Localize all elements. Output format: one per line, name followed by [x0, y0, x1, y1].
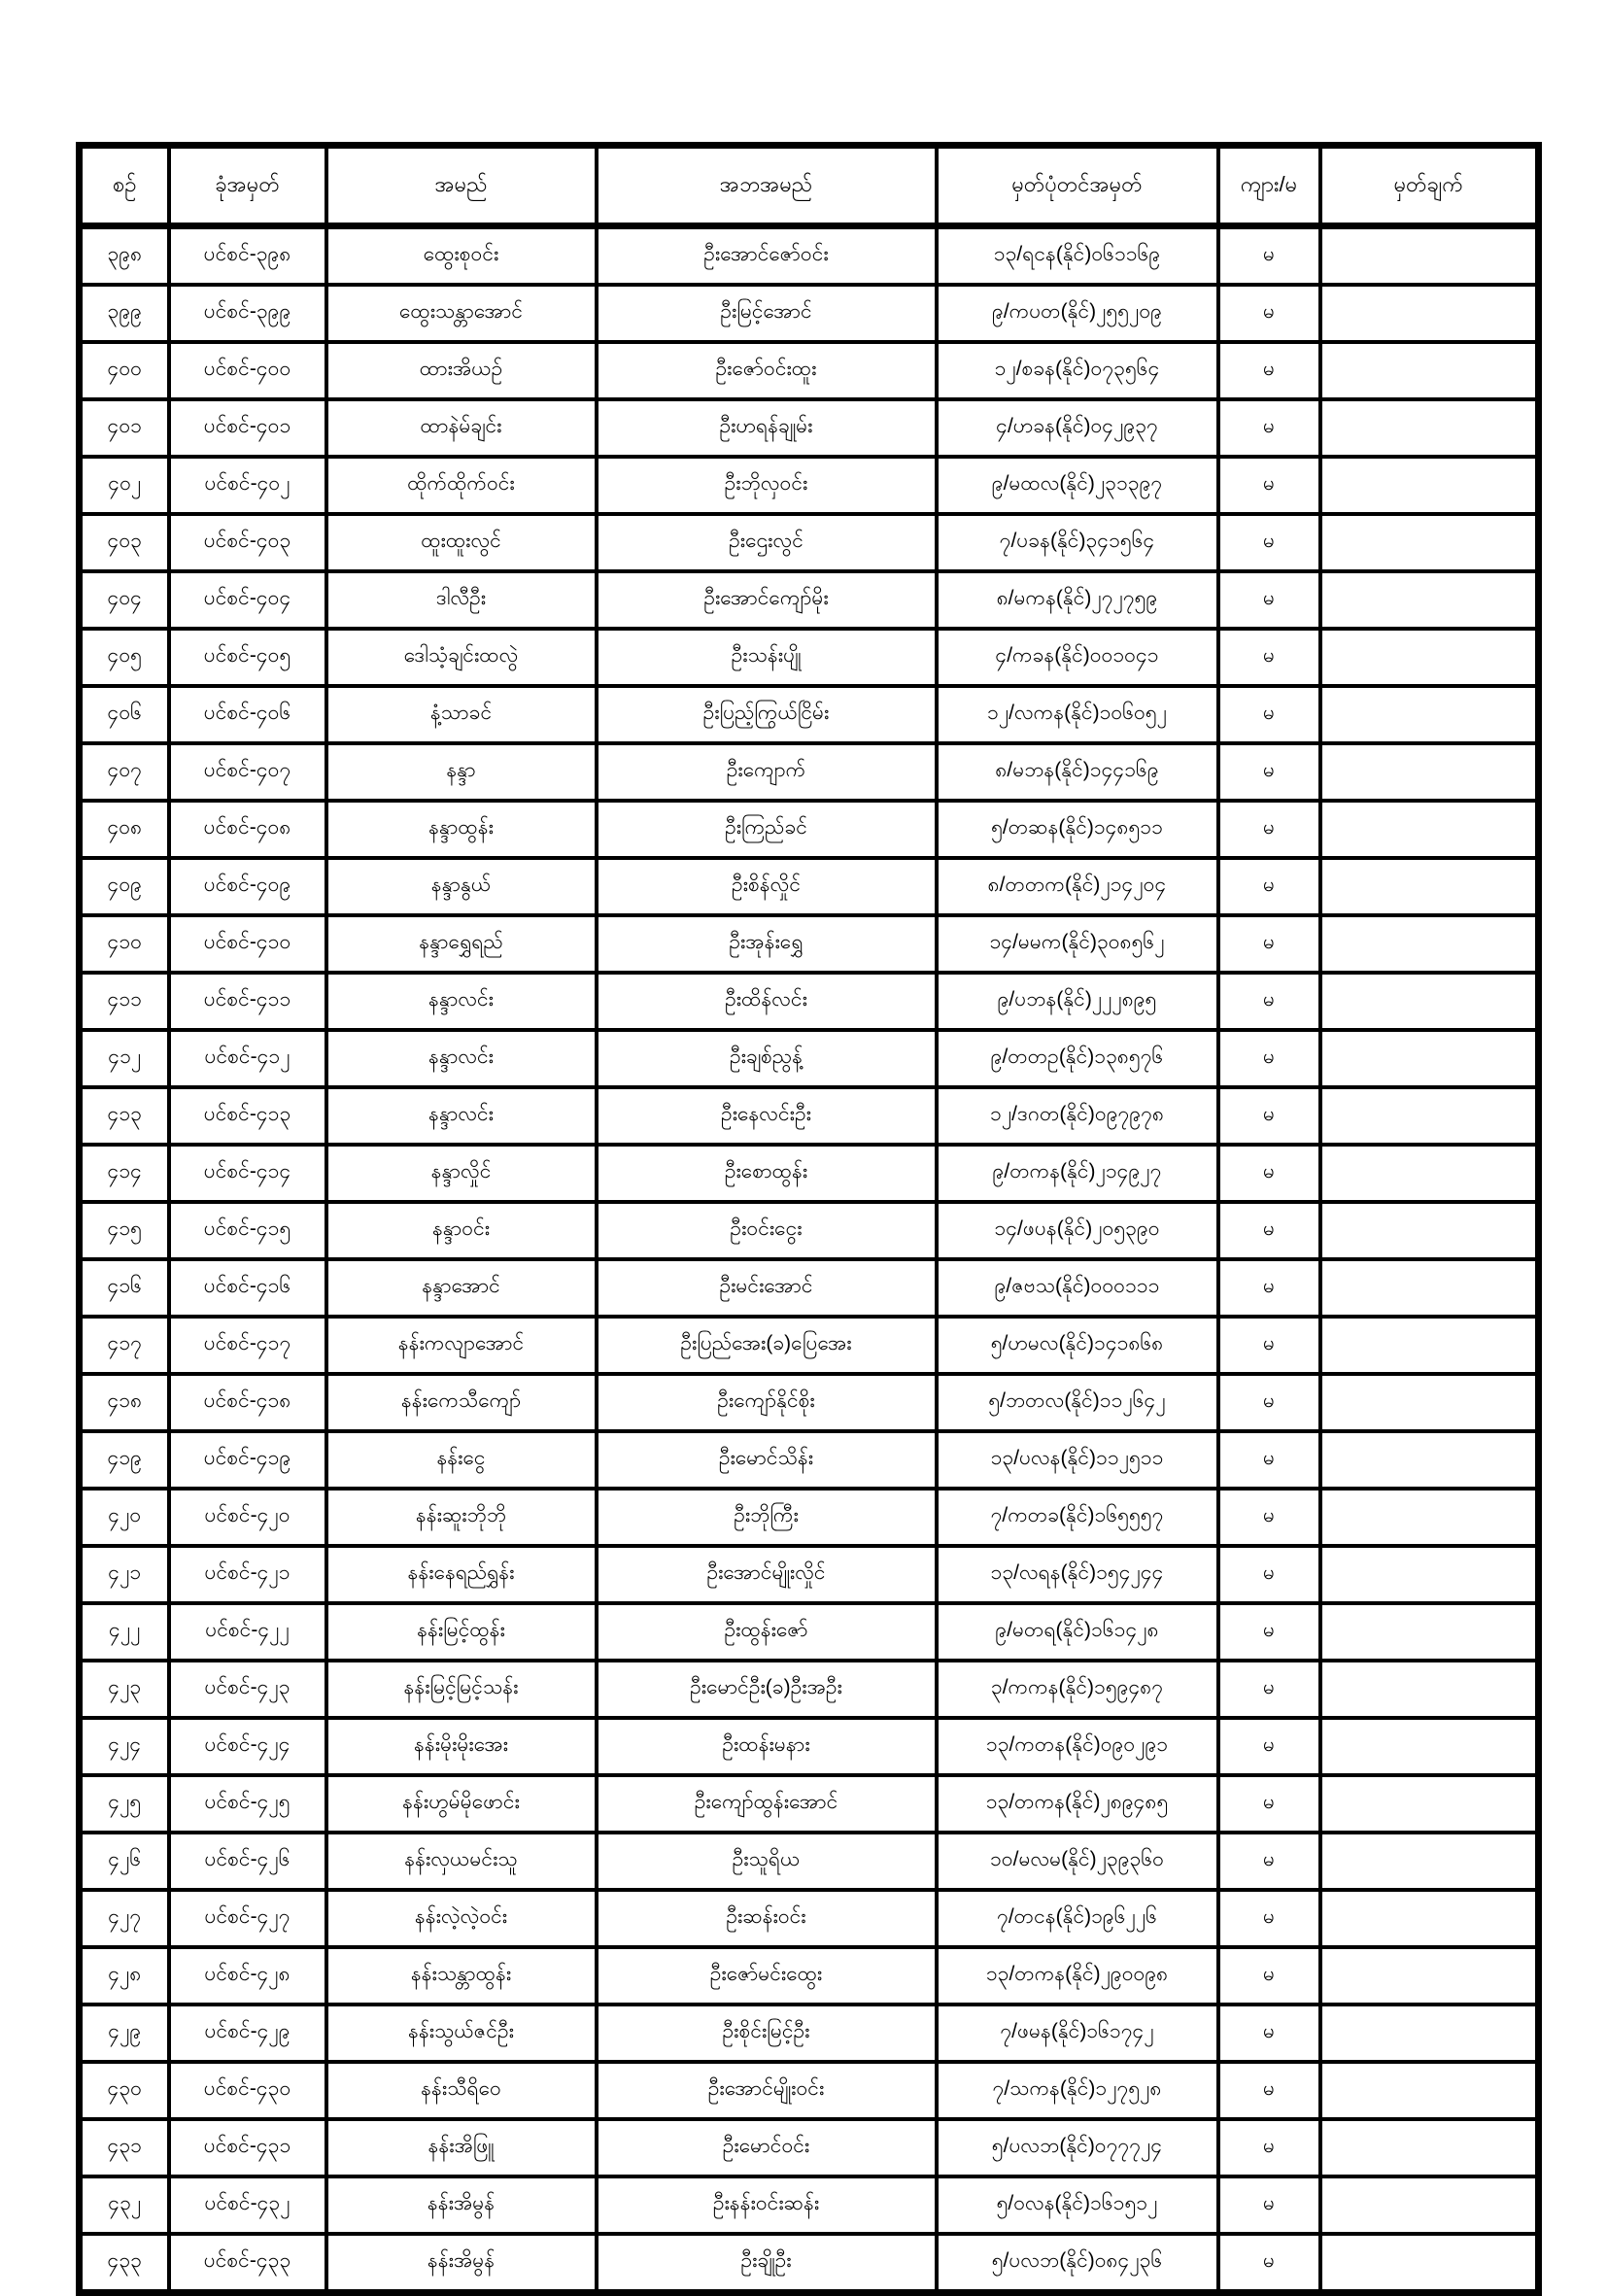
cell-remark [1320, 1603, 1539, 1661]
cell-name: နန္ဒာနွယ် [326, 858, 597, 915]
table-row [80, 226, 1539, 286]
cell-roll-number: ပင်စင်-၄၂၈ [169, 1947, 326, 2005]
cell-name: နန်းနေရည်ရွှန်း [326, 1546, 597, 1603]
roster-table [76, 142, 1542, 2296]
table-row [80, 1661, 1539, 1718]
cell-name: နန်းသန္တာထွန်း [326, 1947, 597, 2005]
cell-nrc-number: ၈/မဘန(နိုင်)၁၄၄၁၆၉ [937, 743, 1218, 801]
cell-gender: မ [1218, 1030, 1320, 1087]
cell-serial: ၄၂၈ [80, 1947, 169, 2005]
cell-remark [1320, 571, 1539, 629]
cell-remark [1320, 226, 1539, 286]
cell-father-name: ဦးနန်းဝင်းဆန်း [597, 2176, 937, 2234]
cell-serial: ၄၂၃ [80, 1661, 169, 1718]
cell-gender: မ [1218, 342, 1320, 399]
cell-roll-number: ပင်စင်-၄၁၇ [169, 1317, 326, 1374]
cell-father-name: ဦးပြည့်ကြွယ်ငြိမ်း [597, 686, 937, 743]
cell-name: ထားအိယဉ် [326, 342, 597, 399]
table-row [80, 2176, 1539, 2234]
cell-father-name: ဦးမောင်သိန်း [597, 1431, 937, 1489]
cell-nrc-number: ၁၂/လကန(နိုင်)၁၀၆၀၅၂ [937, 686, 1218, 743]
cell-nrc-number: ၇/သကန(နိုင်)၁၂၇၅၂၈ [937, 2062, 1218, 2119]
cell-serial: ၄၃၂ [80, 2176, 169, 2234]
cell-father-name: ဦးထိန်လင်း [597, 973, 937, 1030]
cell-roll-number: ပင်စင်-၄၀၈ [169, 801, 326, 858]
header-nrc-number: မှတ်ပုံတင်အမှတ် [937, 146, 1218, 226]
cell-nrc-number: ၉/ဇဗသ(နိုင်)၀၀၀၁၁၁ [937, 1259, 1218, 1317]
table-row [80, 858, 1539, 915]
cell-nrc-number: ၁၃/ကတန(နိုင်)၀၉၀၂၉၁ [937, 1718, 1218, 1775]
cell-father-name: ဦးကြည်ခင် [597, 801, 937, 858]
cell-serial: ၄၁၄ [80, 1145, 169, 1202]
cell-remark [1320, 1775, 1539, 1833]
table-header-row [80, 146, 1539, 226]
table-row [80, 571, 1539, 629]
cell-gender: မ [1218, 629, 1320, 686]
cell-father-name: ဦးမင်းအောင် [597, 1259, 937, 1317]
cell-name: နန္ဒာအောင် [326, 1259, 597, 1317]
cell-name: နန္ဒာလင်း [326, 1087, 597, 1145]
table-row [80, 285, 1539, 342]
header-father-name: အဘအမည် [597, 146, 937, 226]
cell-roll-number: ပင်စင်-၄၁၅ [169, 1202, 326, 1259]
table-row [80, 2062, 1539, 2119]
cell-serial: ၄၂၉ [80, 2005, 169, 2062]
cell-roll-number: ပင်စင်-၄၃၀ [169, 2062, 326, 2119]
cell-remark [1320, 1087, 1539, 1145]
table-row [80, 1546, 1539, 1603]
table-row [80, 1317, 1539, 1374]
cell-nrc-number: ၅/ဝလန(နိုင်)၁၆၁၅၁၂ [937, 2176, 1218, 2234]
cell-name: နန္ဒာလင်း [326, 973, 597, 1030]
cell-name: နန်းလှယမင်းသူ [326, 1833, 597, 1890]
cell-father-name: ဦးထွန်းဇော် [597, 1603, 937, 1661]
cell-gender: မ [1218, 2062, 1320, 2119]
cell-roll-number: ပင်စင်-၄၀၅ [169, 629, 326, 686]
cell-serial: ၄၀၁ [80, 399, 169, 457]
cell-father-name: ဦးဇော်ဝင်းထူး [597, 342, 937, 399]
cell-serial: ၄၁၅ [80, 1202, 169, 1259]
cell-roll-number: ပင်စင်-၃၉၉ [169, 285, 326, 342]
cell-father-name: ဦးစိန်လှိုင် [597, 858, 937, 915]
cell-gender: မ [1218, 1087, 1320, 1145]
cell-serial: ၄၂၄ [80, 1718, 169, 1775]
cell-father-name: ဦးမောင်ဝင်း [597, 2119, 937, 2176]
cell-father-name: ဦးအောင်မျိုးလှိုင် [597, 1546, 937, 1603]
cell-nrc-number: ၇/ဖမန(နိုင်)၁၆၁၇၄၂ [937, 2005, 1218, 2062]
cell-roll-number: ပင်စင်-၄၀၄ [169, 571, 326, 629]
cell-serial: ၄၁၃ [80, 1087, 169, 1145]
cell-serial: ၄၁၆ [80, 1259, 169, 1317]
cell-nrc-number: ၁၀/မလမ(နိုင်)၂၃၉၃၆၀ [937, 1833, 1218, 1890]
cell-father-name: ဦးဆန်းဝင်း [597, 1890, 937, 1947]
cell-remark [1320, 629, 1539, 686]
cell-nrc-number: ၅/ပလဘ(နိုင်)၀၇၇၇၂၄ [937, 2119, 1218, 2176]
cell-gender: မ [1218, 1317, 1320, 1374]
cell-gender: မ [1218, 1833, 1320, 1890]
cell-nrc-number: ၃/ကကန(နိုင်)၁၅၉၄၈၇ [937, 1661, 1218, 1718]
cell-remark [1320, 686, 1539, 743]
cell-name: နန်းသီရိဝေ [326, 2062, 597, 2119]
cell-gender: မ [1218, 457, 1320, 514]
cell-gender: မ [1218, 1431, 1320, 1489]
cell-name: ထွေးသန္တာအောင် [326, 285, 597, 342]
cell-nrc-number: ၉/ကပတ(နိုင်)၂၅၅၂၀၉ [937, 285, 1218, 342]
cell-serial: ၄၂၅ [80, 1775, 169, 1833]
cell-remark [1320, 801, 1539, 858]
cell-remark [1320, 1431, 1539, 1489]
cell-father-name: ဦးဝင်းငွေး [597, 1202, 937, 1259]
cell-gender: မ [1218, 1259, 1320, 1317]
cell-roll-number: ပင်စင်-၄၂၁ [169, 1546, 326, 1603]
table-row [80, 801, 1539, 858]
cell-roll-number: ပင်စင်-၄၀၀ [169, 342, 326, 399]
cell-roll-number: ပင်စင်-၄၀၃ [169, 514, 326, 571]
cell-roll-number: ပင်စင်-၄၁၈ [169, 1374, 326, 1431]
cell-serial: ၄၂၇ [80, 1890, 169, 1947]
table-row [80, 973, 1539, 1030]
cell-remark [1320, 2234, 1539, 2293]
cell-remark [1320, 1202, 1539, 1259]
cell-father-name: ဦးစောထွန်း [597, 1145, 937, 1202]
header-name: အမည် [326, 146, 597, 226]
header-gender: ကျား/မ [1218, 146, 1320, 226]
cell-serial: ၄၁၉ [80, 1431, 169, 1489]
cell-serial: ၄၁၁ [80, 973, 169, 1030]
cell-nrc-number: ၅/ဘတလ(နိုင်)၁၁၂၆၄၂ [937, 1374, 1218, 1431]
cell-gender: မ [1218, 1145, 1320, 1202]
cell-name: နန်းမိုးမိုးအေး [326, 1718, 597, 1775]
cell-nrc-number: ၁၃/တကန(နိုင်)၂၈၉၄၈၅ [937, 1775, 1218, 1833]
header-serial: စဉ် [80, 146, 169, 226]
cell-name: နန်းဆူးဘိုဘို [326, 1489, 597, 1546]
cell-nrc-number: ၉/တကန(နိုင်)၂၁၄၉၂၇ [937, 1145, 1218, 1202]
cell-roll-number: ပင်စင်-၄၂၂ [169, 1603, 326, 1661]
cell-name: နန်းအိမွန် [326, 2234, 597, 2293]
cell-nrc-number: ၁၃/ရငန(နိုင်)၀၆၁၁၆၉ [937, 226, 1218, 286]
table-row [80, 1718, 1539, 1775]
cell-gender: မ [1218, 1890, 1320, 1947]
cell-nrc-number: ၅/တဆန(နိုင်)၁၄၈၅၁၁ [937, 801, 1218, 858]
table-body [80, 226, 1539, 2293]
cell-nrc-number: ၄/ကခန(နိုင်)၀၀၁၀၄၁ [937, 629, 1218, 686]
cell-serial: ၄၀၅ [80, 629, 169, 686]
cell-serial: ၃၉၉ [80, 285, 169, 342]
table-row [80, 1431, 1539, 1489]
header-remark: မှတ်ချက် [1320, 146, 1539, 226]
cell-name: နန်းသွယ်ဇင်ဦး [326, 2005, 597, 2062]
cell-remark [1320, 1489, 1539, 1546]
cell-nrc-number: ၁၃/လရန(နိုင်)၁၅၄၂၄၄ [937, 1546, 1218, 1603]
table-row [80, 1489, 1539, 1546]
cell-roll-number: ပင်စင်-၄၁၄ [169, 1145, 326, 1202]
cell-serial: ၄၃၁ [80, 2119, 169, 2176]
cell-father-name: ဦးမောင်ဦး(ခ)ဦးအဦး [597, 1661, 937, 1718]
cell-serial: ၄၁၇ [80, 1317, 169, 1374]
cell-roll-number: ပင်စင်-၄၀၂ [169, 457, 326, 514]
cell-roll-number: ပင်စင်-၄၁၀ [169, 915, 326, 973]
table-row [80, 2005, 1539, 2062]
table-row [80, 2234, 1539, 2293]
cell-roll-number: ပင်စင်-၄၂၉ [169, 2005, 326, 2062]
cell-father-name: ဦးဇော်မင်းထွေး [597, 1947, 937, 2005]
table-row [80, 1947, 1539, 2005]
cell-gender: မ [1218, 1202, 1320, 1259]
cell-remark [1320, 1890, 1539, 1947]
cell-father-name: ဦးဘိုလှဝင်း [597, 457, 937, 514]
cell-serial: ၄၁၂ [80, 1030, 169, 1087]
cell-roll-number: ပင်စင်-၄၂၀ [169, 1489, 326, 1546]
cell-roll-number: ပင်စင်-၄၀၁ [169, 399, 326, 457]
cell-roll-number: ပင်စင်-၄၁၁ [169, 973, 326, 1030]
cell-remark [1320, 2005, 1539, 2062]
cell-serial: ၄၀၄ [80, 571, 169, 629]
cell-father-name: ဦးကျော်ထွန်းအောင် [597, 1775, 937, 1833]
cell-nrc-number: ၈/မကန(နိုင်)၂၇၂၇၅၉ [937, 571, 1218, 629]
table-row [80, 1833, 1539, 1890]
cell-name: ထာနဲမ်ချင်း [326, 399, 597, 457]
cell-name: နန်းအိဖြူ [326, 2119, 597, 2176]
cell-remark [1320, 915, 1539, 973]
cell-serial: ၄၂၂ [80, 1603, 169, 1661]
cell-father-name: ဦးကျော်နိုင်စိုး [597, 1374, 937, 1431]
cell-serial: ၄၃၃ [80, 2234, 169, 2293]
cell-remark [1320, 1833, 1539, 1890]
cell-nrc-number: ၁၄/ဖပန(နိုင်)၂၀၅၃၉၀ [937, 1202, 1218, 1259]
cell-gender: မ [1218, 686, 1320, 743]
cell-name: ဒါလီဦး [326, 571, 597, 629]
cell-roll-number: ပင်စင်-၄၃၃ [169, 2234, 326, 2293]
cell-name: နန်းမြင့်မြင့်သန်း [326, 1661, 597, 1718]
cell-roll-number: ပင်စင်-၄၀၇ [169, 743, 326, 801]
table-row [80, 629, 1539, 686]
cell-gender: မ [1218, 1489, 1320, 1546]
cell-roll-number: ပင်စင်-၄၂၃ [169, 1661, 326, 1718]
cell-roll-number: ပင်စင်-၃၉၈ [169, 226, 326, 286]
cell-gender: မ [1218, 1546, 1320, 1603]
cell-remark [1320, 2062, 1539, 2119]
cell-nrc-number: ၈/တတက(နိုင်)၂၁၄၂၀၄ [937, 858, 1218, 915]
cell-nrc-number: ၇/ပခန(နိုင်)၃၄၁၅၆၄ [937, 514, 1218, 571]
cell-roll-number: ပင်စင်-၄၀၆ [169, 686, 326, 743]
cell-gender: မ [1218, 514, 1320, 571]
cell-name: နံ့သာခင် [326, 686, 597, 743]
cell-remark [1320, 1947, 1539, 2005]
table-row [80, 342, 1539, 399]
cell-serial: ၄၂၆ [80, 1833, 169, 1890]
cell-remark [1320, 2176, 1539, 2234]
table-row [80, 915, 1539, 973]
cell-remark [1320, 1317, 1539, 1374]
cell-remark [1320, 1259, 1539, 1317]
cell-name: နန္ဒာလှိုင် [326, 1145, 597, 1202]
table-row [80, 1603, 1539, 1661]
cell-remark [1320, 1546, 1539, 1603]
cell-gender: မ [1218, 399, 1320, 457]
cell-gender: မ [1218, 1374, 1320, 1431]
table-row [80, 399, 1539, 457]
cell-name: ဒေါသံ့ချင်းထလွဲ [326, 629, 597, 686]
cell-remark [1320, 1718, 1539, 1775]
table-row [80, 2119, 1539, 2176]
cell-serial: ၄၀၉ [80, 858, 169, 915]
cell-remark [1320, 342, 1539, 399]
cell-father-name: ဦးအောင်မျိုးဝင်း [597, 2062, 937, 2119]
cell-nrc-number: ၁၂/စခန(နိုင်)၀၇၃၅၆၄ [937, 342, 1218, 399]
cell-nrc-number: ၉/ပဘန(နိုင်)၂၂၂၈၉၅ [937, 973, 1218, 1030]
cell-father-name: ဦးချစ်ညွန့် [597, 1030, 937, 1087]
table-row [80, 1890, 1539, 1947]
cell-roll-number: ပင်စင်-၄၁၂ [169, 1030, 326, 1087]
cell-gender: မ [1218, 801, 1320, 858]
table-row [80, 1145, 1539, 1202]
cell-remark [1320, 514, 1539, 571]
cell-name: နန်းဟွမ်မိုဖောင်း [326, 1775, 597, 1833]
cell-father-name: ဦးအောင်ကျော်မိုး [597, 571, 937, 629]
cell-nrc-number: ၉/တတဥ(နိုင်)၁၃၈၅၇၆ [937, 1030, 1218, 1087]
cell-serial: ၄၁၈ [80, 1374, 169, 1431]
cell-gender: မ [1218, 571, 1320, 629]
cell-name: ထွေးစုဝင်း [326, 226, 597, 286]
cell-name: နန္ဒာထွန်း [326, 801, 597, 858]
cell-remark [1320, 457, 1539, 514]
cell-father-name: ဦးဘိုကြီး [597, 1489, 937, 1546]
cell-father-name: ဦးအောင်ဇော်ဝင်း [597, 226, 937, 286]
cell-serial: ၄၁၀ [80, 915, 169, 973]
cell-remark [1320, 285, 1539, 342]
table-row [80, 1202, 1539, 1259]
cell-name: နန္ဒာဝင်း [326, 1202, 597, 1259]
cell-remark [1320, 1661, 1539, 1718]
cell-remark [1320, 399, 1539, 457]
cell-roll-number: ပင်စင်-၄၂၅ [169, 1775, 326, 1833]
cell-name: ထူးထူးလွင် [326, 514, 597, 571]
cell-father-name: ဦးသန်းပျို [597, 629, 937, 686]
cell-nrc-number: ၇/ကတခ(နိုင်)၁၆၅၅၅၇ [937, 1489, 1218, 1546]
cell-name: နန်းငွေ [326, 1431, 597, 1489]
table-row [80, 1259, 1539, 1317]
cell-name: နန်းကလျာအောင် [326, 1317, 597, 1374]
cell-serial: ၄၀၃ [80, 514, 169, 571]
cell-remark [1320, 2119, 1539, 2176]
cell-roll-number: ပင်စင်-၄၃၂ [169, 2176, 326, 2234]
cell-nrc-number: ၉/မတရ(နိုင်)၁၆၁၄၂၈ [937, 1603, 1218, 1661]
cell-father-name: ဦးသူရိယ [597, 1833, 937, 1890]
cell-name: နန်းကေသီကျော် [326, 1374, 597, 1431]
cell-gender: မ [1218, 1603, 1320, 1661]
cell-father-name: ဦးပြည်အေး(ခ)ပြေအေး [597, 1317, 937, 1374]
cell-father-name: ဦးမြင့်အောင် [597, 285, 937, 342]
cell-serial: ၄၀၀ [80, 342, 169, 399]
cell-name: နန်းမြင့်ထွန်း [326, 1603, 597, 1661]
cell-remark [1320, 1374, 1539, 1431]
cell-nrc-number: ၅/ဟမလ(နိုင်)၁၄၁၈၆၈ [937, 1317, 1218, 1374]
cell-father-name: ဦးဟရန်ချုမ်း [597, 399, 937, 457]
cell-nrc-number: ၁၃/ပလန(နိုင်)၁၁၂၅၁၁ [937, 1431, 1218, 1489]
cell-gender: မ [1218, 1947, 1320, 2005]
cell-serial: ၃၉၈ [80, 226, 169, 286]
table-row [80, 1374, 1539, 1431]
cell-father-name: ဦးထန်းမနား [597, 1718, 937, 1775]
cell-roll-number: ပင်စင်-၄၁၆ [169, 1259, 326, 1317]
table-row [80, 743, 1539, 801]
cell-gender: မ [1218, 2005, 1320, 2062]
cell-remark [1320, 1145, 1539, 1202]
cell-remark [1320, 973, 1539, 1030]
cell-roll-number: ပင်စင်-၄၁၃ [169, 1087, 326, 1145]
cell-serial: ၄၃၀ [80, 2062, 169, 2119]
cell-gender: မ [1218, 285, 1320, 342]
cell-gender: မ [1218, 2176, 1320, 2234]
cell-gender: မ [1218, 1718, 1320, 1775]
cell-nrc-number: ၁၄/မမက(နိုင်)၃၀၈၅၆၂ [937, 915, 1218, 973]
cell-name: နန္ဒာရွှေရည် [326, 915, 597, 973]
cell-gender: မ [1218, 858, 1320, 915]
table-row [80, 1775, 1539, 1833]
cell-gender: မ [1218, 973, 1320, 1030]
cell-gender: မ [1218, 915, 1320, 973]
cell-gender: မ [1218, 2234, 1320, 2293]
cell-father-name: ဦးချိုဦး [597, 2234, 937, 2293]
cell-father-name: ဦးကျောက် [597, 743, 937, 801]
cell-remark [1320, 743, 1539, 801]
cell-gender: မ [1218, 226, 1320, 286]
cell-name: နန္ဒာလင်း [326, 1030, 597, 1087]
cell-nrc-number: ၇/တငန(နိုင်)၁၉၆၂၂၆ [937, 1890, 1218, 1947]
cell-name: နန်းအိမွန် [326, 2176, 597, 2234]
cell-name: နန်းလဲ့လဲ့ဝင်း [326, 1890, 597, 1947]
cell-roll-number: ပင်စင်-၄၁၉ [169, 1431, 326, 1489]
cell-serial: ၄၀၆ [80, 686, 169, 743]
cell-remark [1320, 1030, 1539, 1087]
table-row [80, 457, 1539, 514]
cell-father-name: ဦးဌေးလွင် [597, 514, 937, 571]
table-row [80, 686, 1539, 743]
cell-father-name: ဦးနေလင်းဦး [597, 1087, 937, 1145]
cell-father-name: ဦးစိုင်းမြင့်ဦး [597, 2005, 937, 2062]
cell-roll-number: ပင်စင်-၄၀၉ [169, 858, 326, 915]
cell-serial: ၄၂၀ [80, 1489, 169, 1546]
cell-gender: မ [1218, 1661, 1320, 1718]
cell-nrc-number: ၅/ပလဘ(နိုင်)၀၈၄၂၃၆ [937, 2234, 1218, 2293]
cell-roll-number: ပင်စင်-၄၂၄ [169, 1718, 326, 1775]
cell-nrc-number: ၁၃/တကန(နိုင်)၂၉၀၀၉၈ [937, 1947, 1218, 2005]
cell-gender: မ [1218, 2119, 1320, 2176]
cell-name: နန္ဒာ [326, 743, 597, 801]
cell-roll-number: ပင်စင်-၄၃၁ [169, 2119, 326, 2176]
cell-roll-number: ပင်စင်-၄၂၆ [169, 1833, 326, 1890]
table-row [80, 1087, 1539, 1145]
cell-serial: ၄၀၂ [80, 457, 169, 514]
cell-name: ထိုက်ထိုက်ဝင်း [326, 457, 597, 514]
cell-serial: ၄၀၈ [80, 801, 169, 858]
cell-gender: မ [1218, 1775, 1320, 1833]
cell-serial: ၄၂၁ [80, 1546, 169, 1603]
table-row [80, 514, 1539, 571]
table-row [80, 1030, 1539, 1087]
cell-nrc-number: ၉/မထလ(နိုင်)၂၃၁၃၉၇ [937, 457, 1218, 514]
cell-nrc-number: ၄/ဟခန(နိုင်)၀၄၂၉၃၇ [937, 399, 1218, 457]
header-roll-number: ခုံအမှတ် [169, 146, 326, 226]
cell-roll-number: ပင်စင်-၄၂၇ [169, 1890, 326, 1947]
cell-nrc-number: ၁၂/ဒဂတ(နိုင်)၀၉၇၉၇၈ [937, 1087, 1218, 1145]
cell-father-name: ဦးအုန်းရွှေ [597, 915, 937, 973]
cell-gender: မ [1218, 743, 1320, 801]
table-header-row [80, 146, 1539, 226]
cell-remark [1320, 858, 1539, 915]
cell-serial: ၄၀၇ [80, 743, 169, 801]
